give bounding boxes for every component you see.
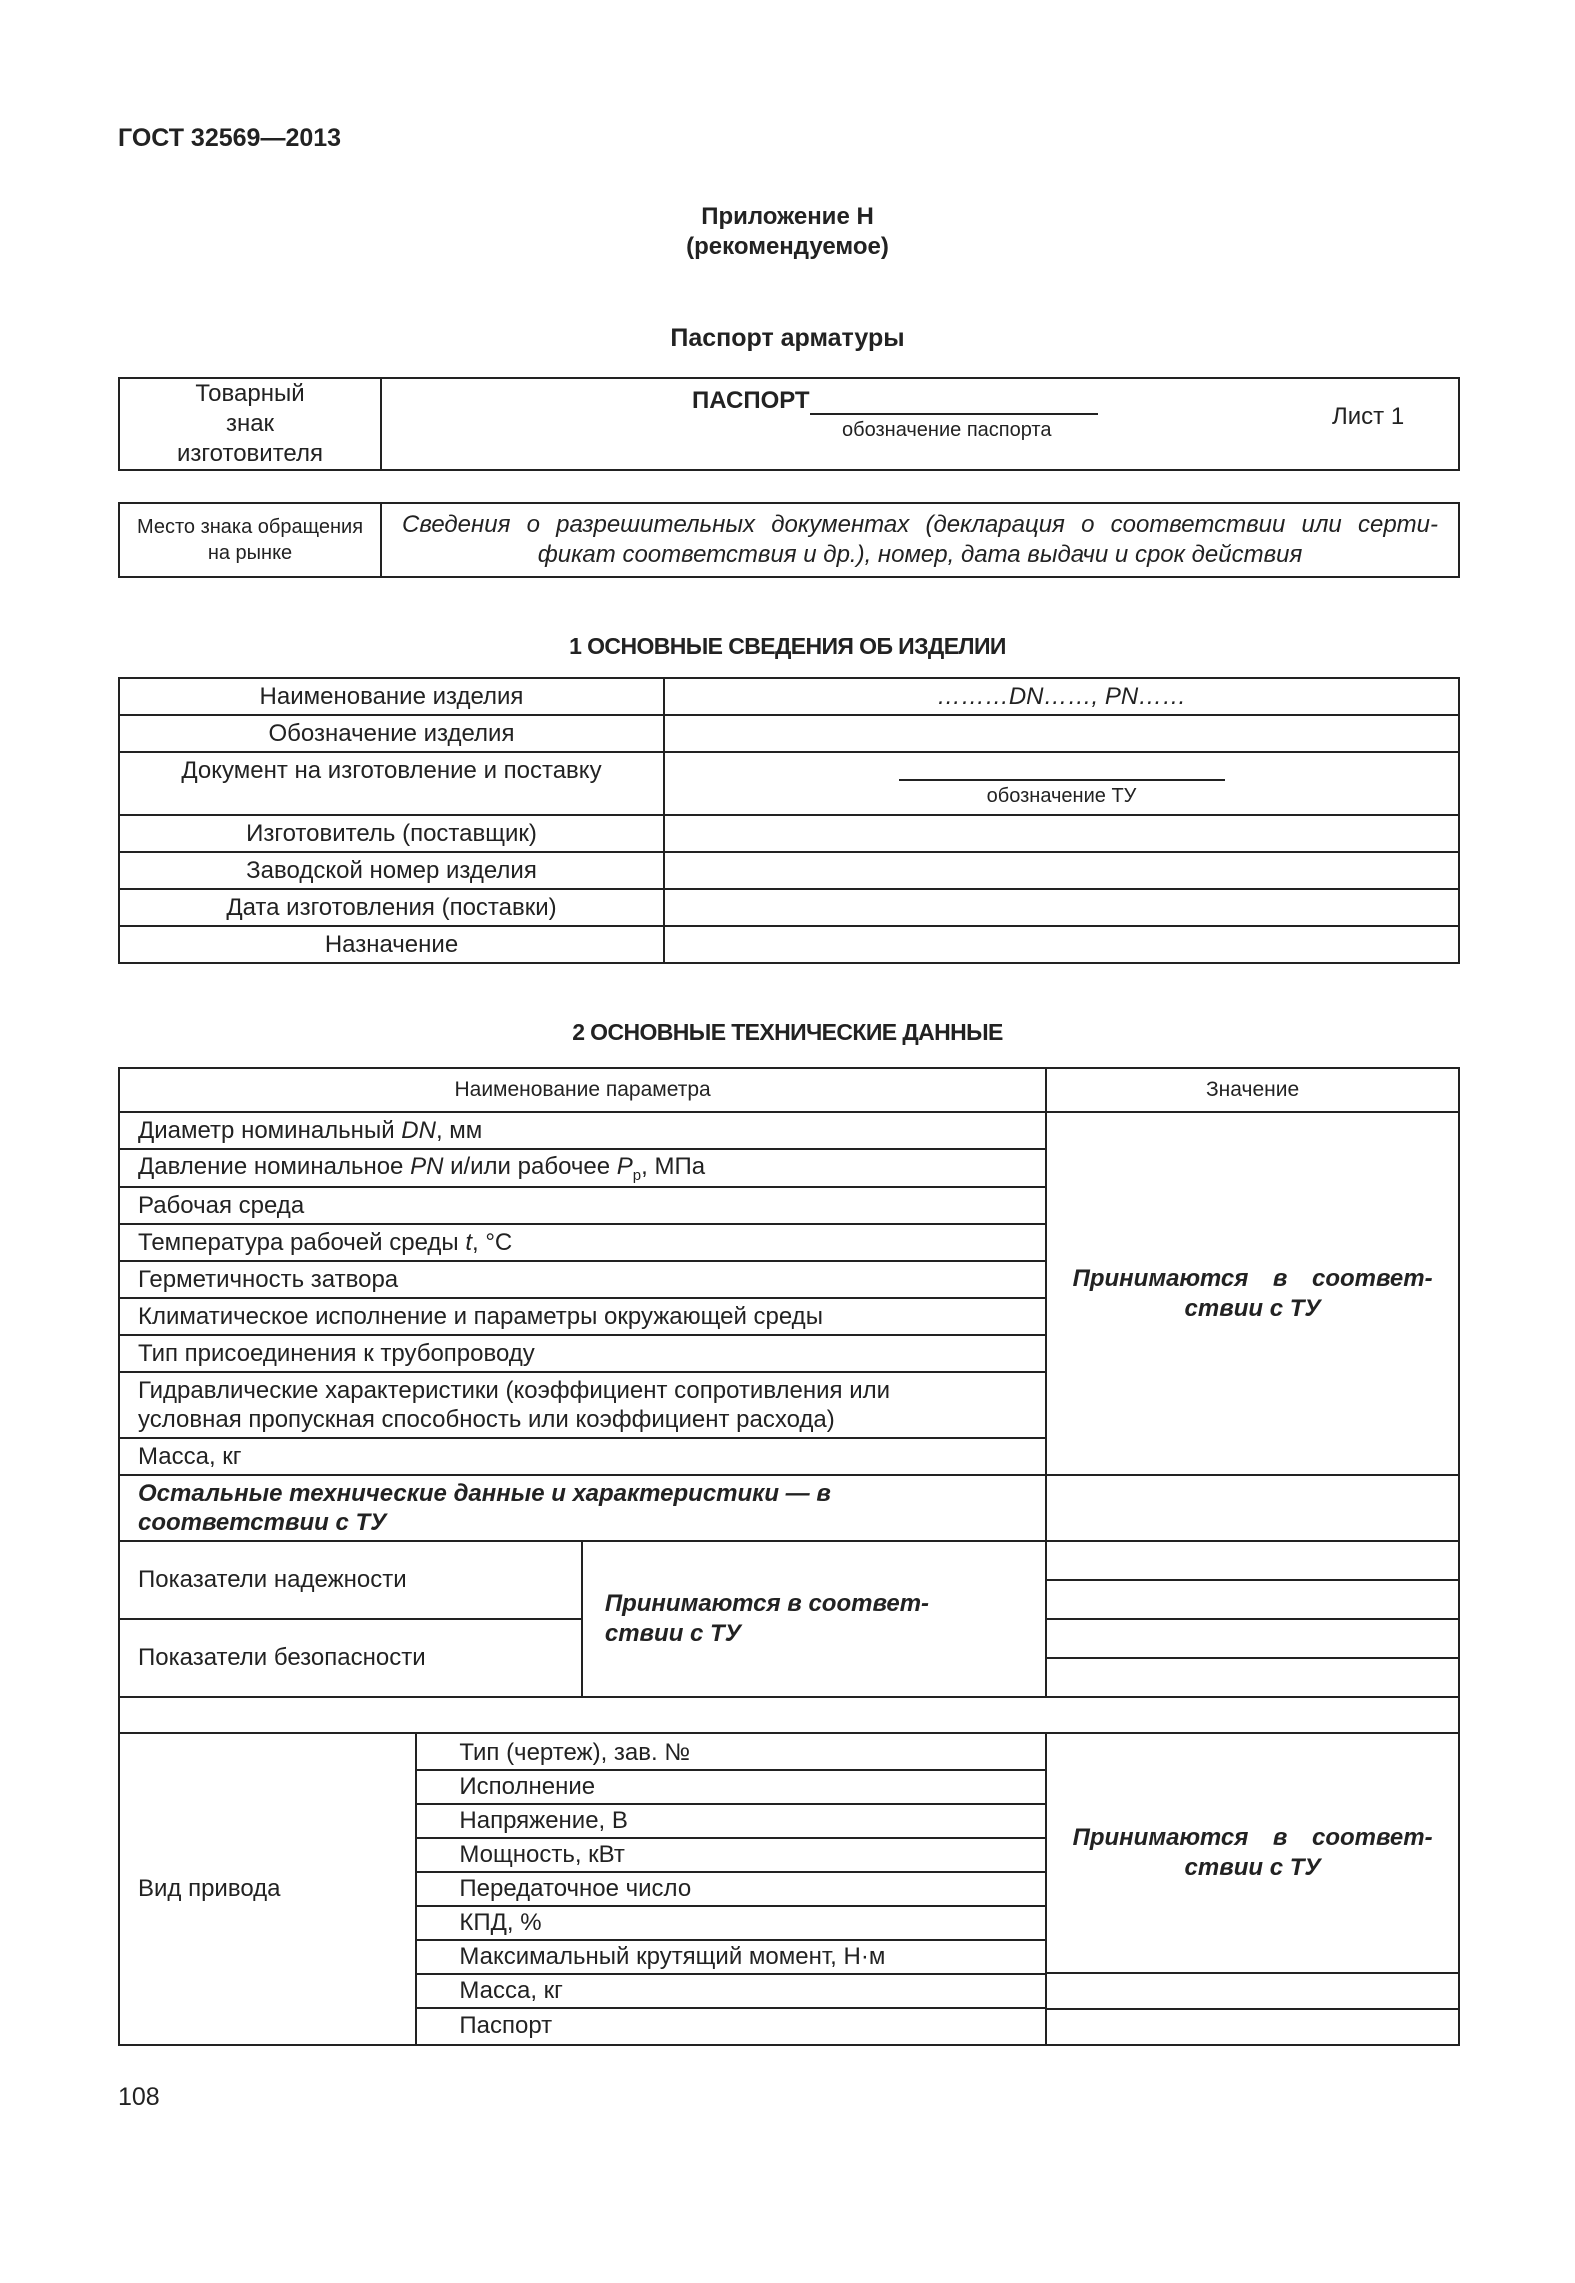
table-row — [119, 926, 1459, 963]
table-row — [119, 852, 1459, 889]
reliability-values — [1046, 1541, 1459, 1697]
product-name-value: ………DN……, PN…… — [664, 678, 1459, 715]
table-header-row — [119, 1068, 1459, 1112]
section1-title: 1 ОСНОВНЫЕ СВЕДЕНИЯ ОБ ИЗДЕЛИИ — [569, 633, 1006, 659]
list-item: Герметичность затвора — [120, 1261, 1045, 1298]
row-value — [664, 852, 1459, 889]
list-item: Исполнение — [417, 1770, 1045, 1804]
row-value — [1046, 1475, 1459, 1541]
appendix-subtitle: (рекомендуемое) — [686, 233, 889, 260]
list-item: Рабочая среда — [120, 1187, 1045, 1224]
row-label: Обозначение изделия — [119, 715, 664, 752]
tu-cell — [664, 752, 1459, 815]
spacer-row — [119, 1697, 1459, 1733]
list-item: Давление номинальное PN и/или рабочее $P_р$, МПа — [120, 1149, 1045, 1187]
market-table — [118, 502, 1460, 578]
passport-number-line — [810, 391, 1098, 415]
other-characteristics: Остальные технические данные и характеристики — в соответствии с ТУ — [119, 1475, 1046, 1541]
empty-row — [119, 1697, 1459, 1733]
document-title: Паспорт арматуры — [670, 324, 905, 352]
section1-table — [118, 677, 1460, 964]
passport-label: ПАСПОРТ — [692, 387, 810, 414]
section2-title: 2 ОСНОВНЫЕ ТЕХНИЧЕСКИЕ ДАННЫЕ — [572, 1019, 1003, 1045]
column-header-value: Значение — [1046, 1068, 1459, 1112]
drive-accept-tu: Принимаются в соответ-ствии с ТУ — [1047, 1734, 1458, 1974]
document-code: ГОСТ 32569—2013 — [118, 124, 342, 152]
list-item: Мощность, кВт — [417, 1838, 1045, 1872]
row-label: Дата изготовления (поставки) — [119, 889, 664, 926]
params-list — [120, 1113, 1045, 1474]
list-item: Климатическое исполнение и параметры окружающей среды — [120, 1298, 1045, 1335]
params-row — [119, 1112, 1459, 1475]
params-list-cell — [119, 1112, 1046, 1475]
page-number: 108 — [118, 2083, 160, 2111]
table-row — [119, 678, 1459, 715]
drive-row — [119, 1733, 1459, 2045]
trademark-cell: Товарный знак изготовителя — [119, 378, 381, 470]
drive-items-list — [417, 1736, 1045, 2042]
market-info: Сведения о разрешительных документах (декларация о соответствии или серти-фикат соответствия и др.), номер, дата выдачи и срок действия — [381, 503, 1459, 577]
table-row — [119, 715, 1459, 752]
list-item: Максимальный крутящий момент, Н·м — [417, 1940, 1045, 1974]
row-value — [664, 889, 1459, 926]
column-header-param: Наименование параметра — [119, 1068, 1046, 1112]
list-item: Масса, кг — [138, 1442, 242, 1470]
safety-label: Показатели безопасности — [119, 1619, 582, 1697]
row-label: Заводской номер изделия — [119, 852, 664, 889]
table-row — [119, 815, 1459, 852]
other-row — [119, 1475, 1459, 1541]
list-item: Передаточное число — [417, 1872, 1045, 1906]
list-item: Масса, кг — [417, 1974, 1045, 2008]
row-label: Наименование изделия — [119, 678, 664, 715]
reliability-label: Показатели надежности — [119, 1541, 582, 1619]
row-value — [664, 815, 1459, 852]
table-row — [119, 752, 1459, 815]
table-row — [119, 889, 1459, 926]
reliability-safety-accept: Принимаются в соответ-ствии с ТУ — [582, 1541, 1046, 1697]
appendix-title: Приложение Н — [701, 203, 874, 230]
tu-line — [899, 779, 1225, 781]
row-label: Изготовитель (поставщик) — [119, 815, 664, 852]
row-value — [664, 926, 1459, 963]
passport-caption: обозначение паспорта — [842, 419, 1052, 441]
drive-items-cell — [416, 1733, 1046, 2045]
section2-table — [118, 1067, 1460, 2046]
list-item: Тип присоединения к трубопроводу — [120, 1335, 1045, 1372]
sheet-number: Лист 1 — [1332, 403, 1405, 430]
reliability-row — [119, 1541, 1459, 1619]
list-item: Гидравлические характеристики (коэффициент сопротивления или условная пропускная способность или коэффициент расхода) — [120, 1372, 1045, 1438]
drive-values — [1046, 1733, 1459, 2045]
tu-caption: обозначение ТУ — [986, 785, 1137, 807]
list-item: Тип (чертеж), зав. № — [417, 1736, 1045, 1770]
list-item: Паспорт — [459, 2011, 553, 2039]
row-label: Назначение — [119, 926, 664, 963]
passport-cell — [381, 378, 1459, 470]
passport-header-table — [118, 377, 1460, 471]
accept-tu-value: Принимаются в соответ-ствии с ТУ — [1046, 1112, 1459, 1475]
market-label-cell: Место знака обращения на рынке — [119, 503, 381, 577]
row-value — [664, 715, 1459, 752]
list-item: Температура рабочей среды t, °С — [120, 1224, 1045, 1261]
list-item: Диаметр номинальный DN, мм — [120, 1113, 1045, 1149]
row-label: Документ на изготовление и поставку — [119, 752, 664, 815]
list-item: КПД, % — [417, 1906, 1045, 1940]
list-item: Напряжение, В — [417, 1804, 1045, 1838]
drive-label: Вид привода — [119, 1733, 416, 2045]
